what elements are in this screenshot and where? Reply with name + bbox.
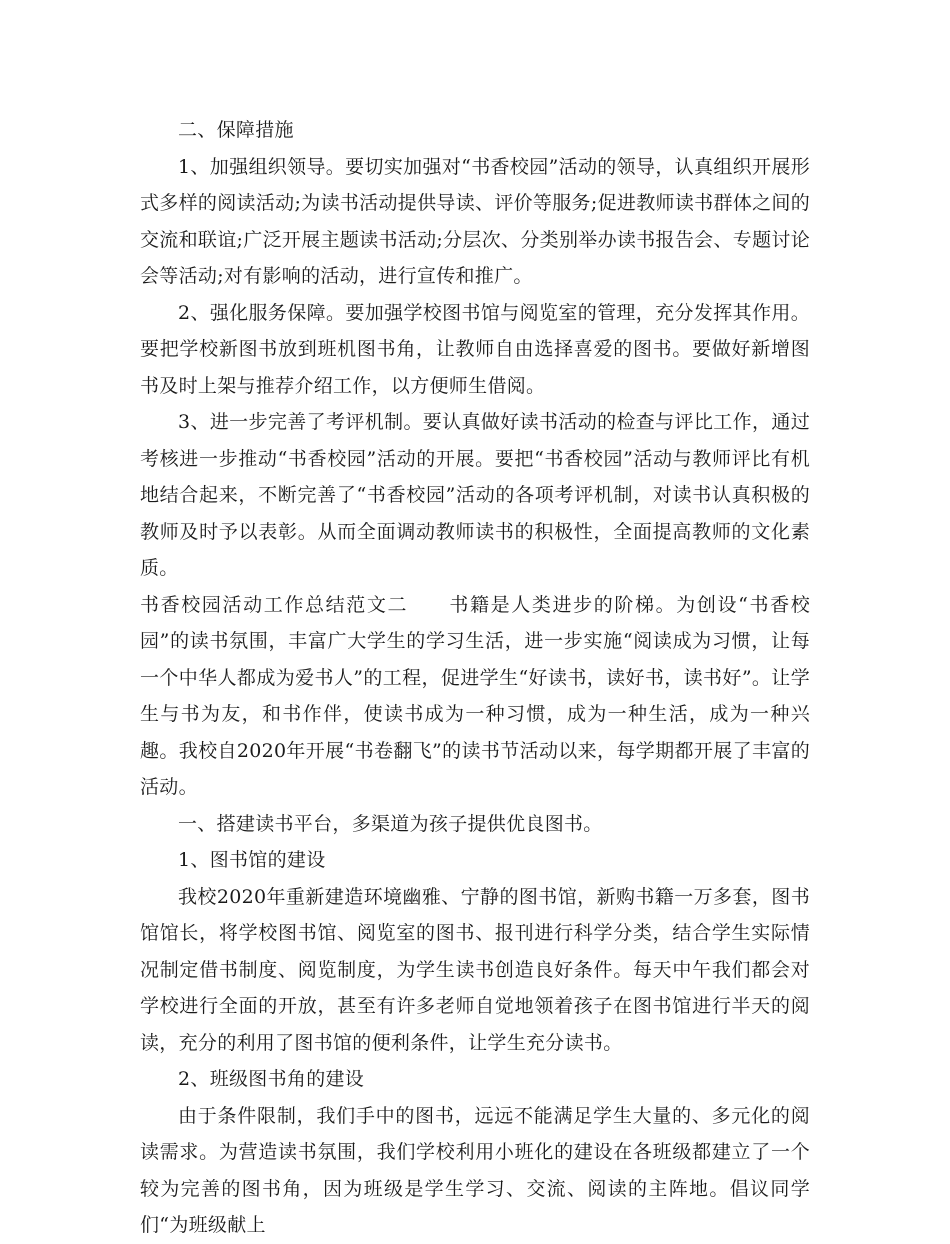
paragraph-library-construction: 我校2020年重新建造环境幽雅、宁静的图书馆，新购书籍一万多套，图书馆馆长，将学校图书馆、阅览室的图书、报刊进行科学分类，结合学生实际情况制定借书制度、阅览制度，为学生读书创造良好条件。每天中午我们都会对学校进行全面的开放，甚至有许多老师自觉地领着孩子在图书馆进行半天的阅读，充分的利用了图书馆的便利条件，让学生充分读书。: [140, 885, 810, 1054]
subheading-class-book-corner: 2、班级图书角的建设: [178, 1068, 365, 1090]
paragraph-service-guarantee: 2、强化服务保障。要加强学校图书馆与阅览室的管理，充分发挥其作用。要把学校新图书放到班机图书角，让教师自由选择喜爱的图书。要做好新增图书及时上架与推荐介绍工作，以方便师生借阅。: [140, 301, 810, 397]
subheading-library-construction: 1、图书馆的建设: [178, 849, 326, 871]
paragraph-organization-leadership: 1、加强组织领导。要切实加强对“书香校园”活动的领导，认真组织开展形式多样的阅读活动;为读书活动提供导读、评价等服务;促进教师读书群体之间的交流和联谊;广泛开展主题读书活动;分层次、分类别举办读书报告会、专题讨论会等活动;对有影响的活动，进行宣传和推广。: [140, 155, 810, 287]
section-heading-guarantee-measures: 二、保障措施: [178, 119, 294, 141]
paragraph-class-book-corner: 由于条件限制，我们手中的图书，远远不能满足学生大量的、多元化的阅读需求。为营造读书氛围，我们学校利用小班化的建设在各班级都建立了一个较为完善的图书角，因为班级是学生学习、交流、阅读的主阵地。倡议同学们“为班级献上: [140, 1104, 810, 1236]
paragraph-evaluation-mechanism: 3、进一步完善了考评机制。要认真做好读书活动的检查与评比工作，通过考核进一步推动“书香校园”活动的开展。要把“书香校园”活动与教师评比有机地结合起来，不断完善了“书香校园”活动的各项考评机制，对读书认真积极的教师及时予以表彰。从而全面调动教师读书的积极性，全面提高教师的文化素质。: [140, 411, 810, 579]
paragraph-summary-two-intro: 书香校园活动工作总结范文二 书籍是人类进步的阶梯。为创设“书香校园”的读书氛围，丰富广大学生的学习生活，进一步实施“阅读成为习惯，让每一个中华人都成为爱书人”的工程，促进学生“好读书，读好书，读书好”。让学生与书为友，和书作伴，使读书成为一种习惯，成为一种生活，成为一种兴趣。我校自2020年开展“书卷翻飞”的读书节活动以来，每学期都开展了丰富的活动。: [140, 593, 810, 798]
section-heading-reading-platform: 一、搭建读书平台，多渠道为孩子提供优良图书。: [178, 812, 603, 835]
